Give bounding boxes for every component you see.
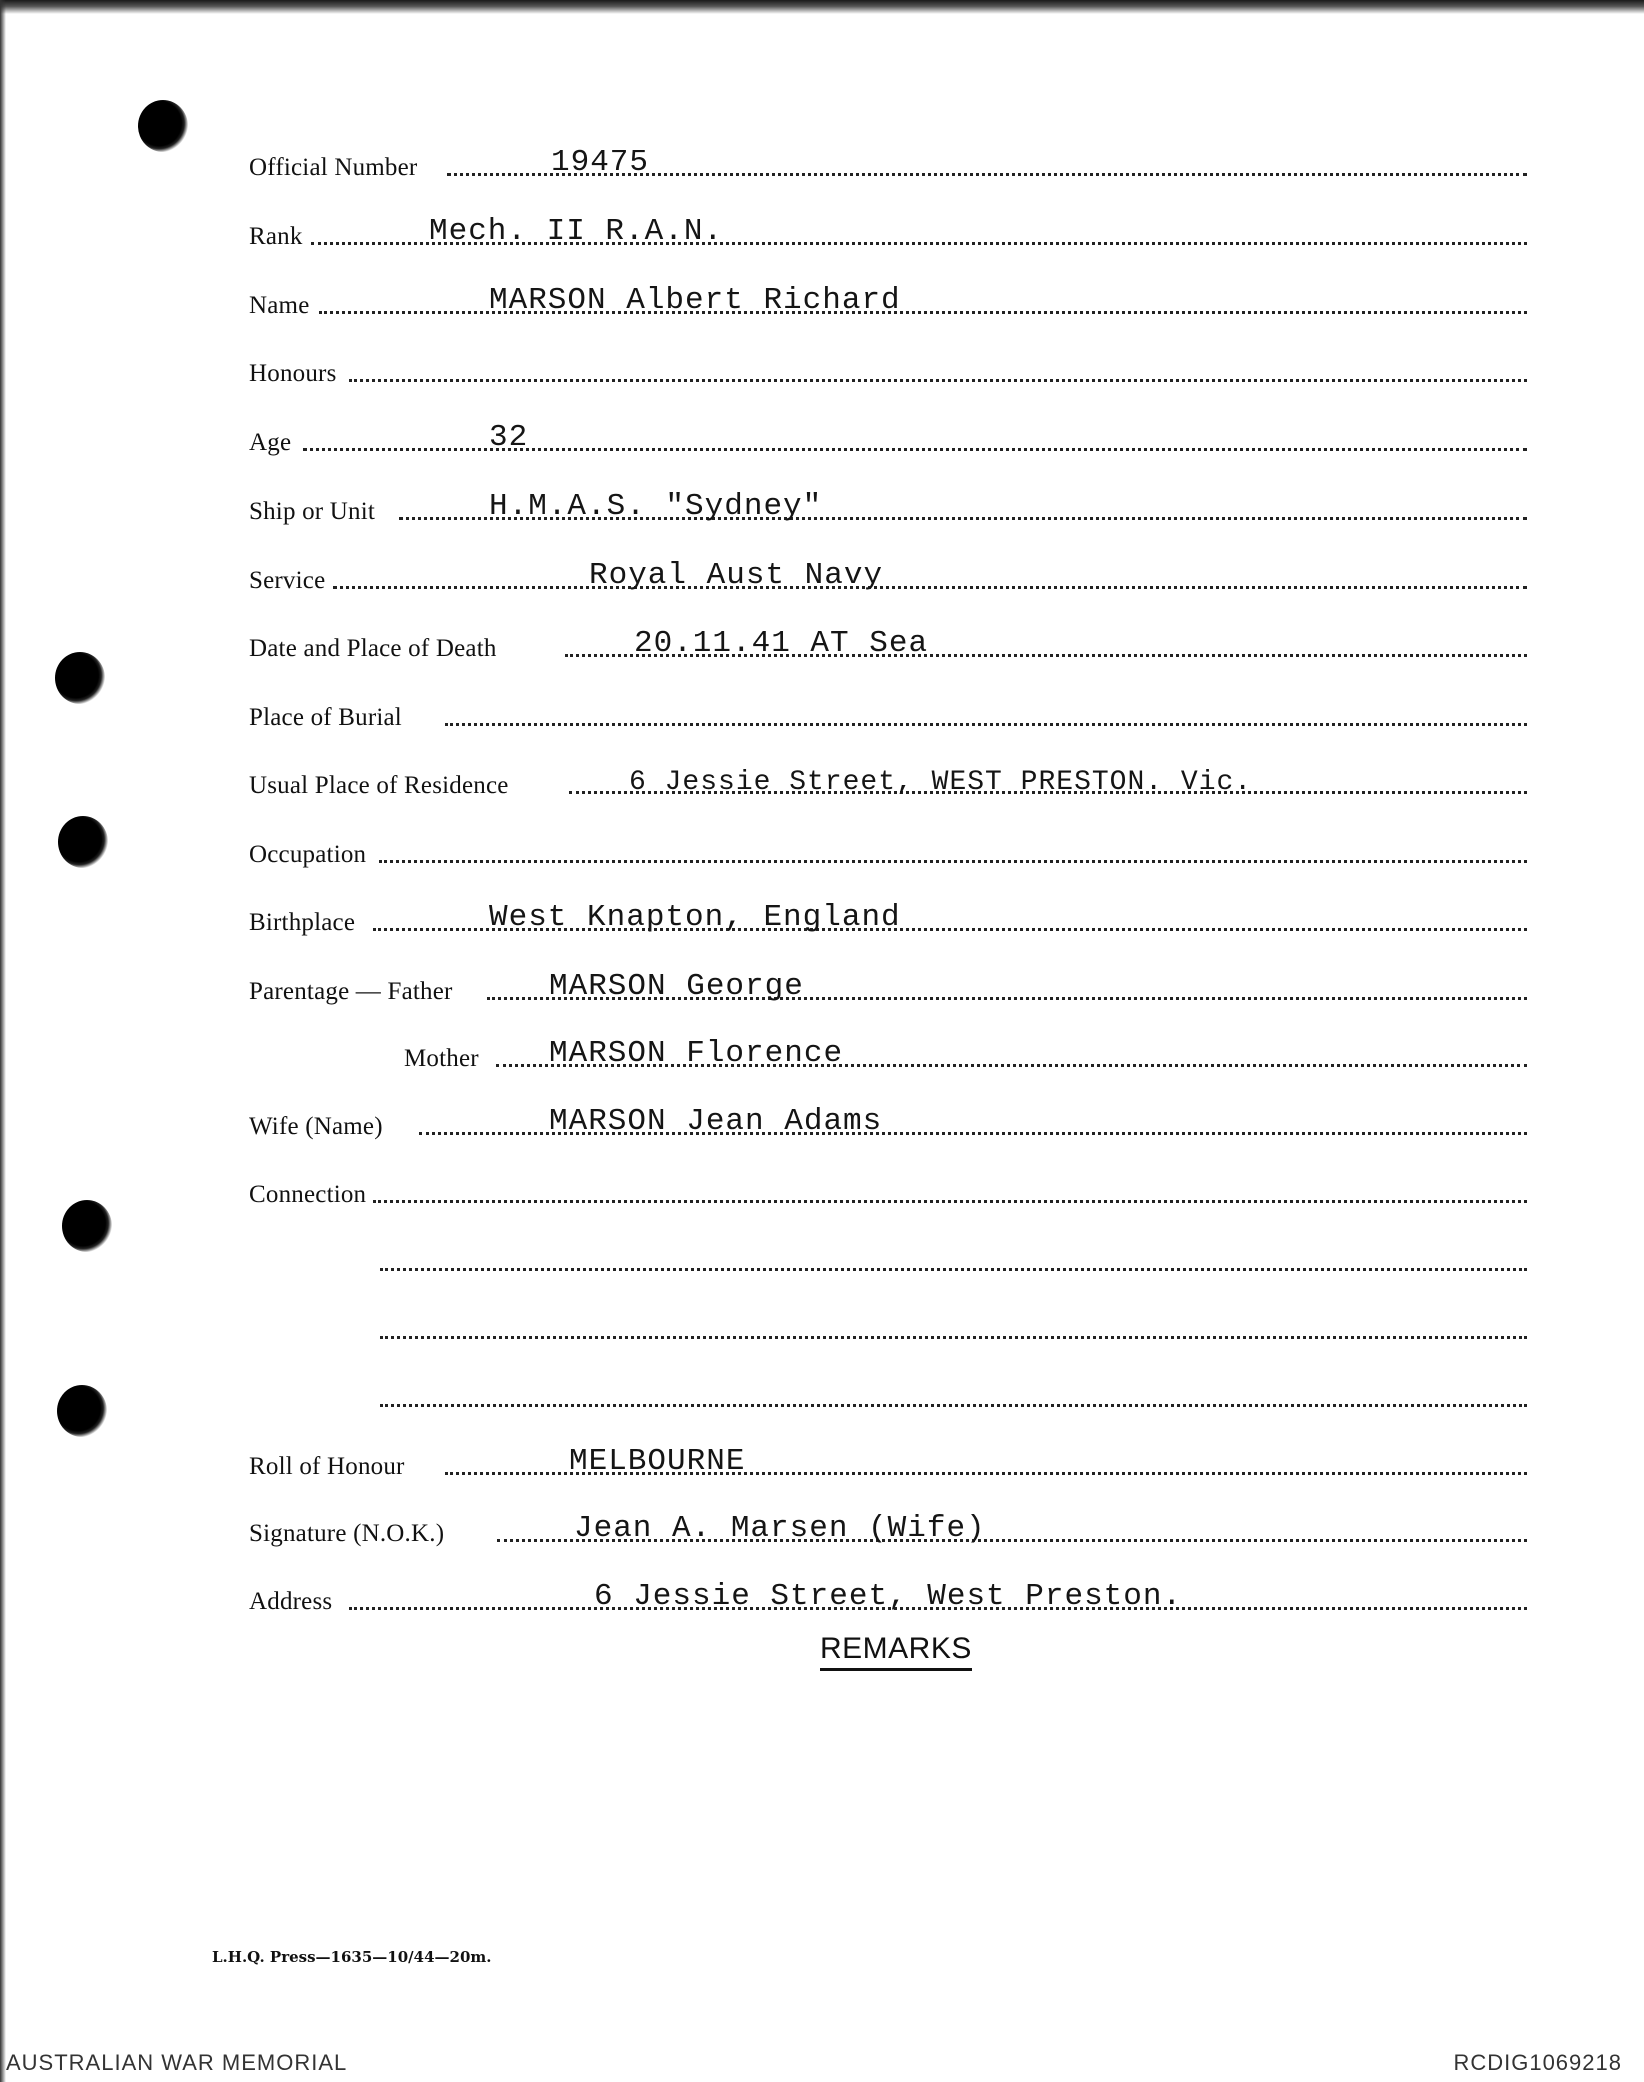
address-value: 6 Jessie Street, West Preston. [594, 1579, 1183, 1614]
usual-residence-label: Usual Place of Residence [249, 772, 509, 799]
fill-line [445, 723, 1527, 726]
mother-field [404, 1033, 1527, 1073]
father-field [249, 966, 1527, 1006]
fill-line [380, 1336, 1527, 1339]
fill-line [379, 860, 1527, 863]
date-place-death-field [249, 623, 1527, 663]
roll-of-honour-value: MELBOURNE [569, 1444, 746, 1479]
punch-hole-icon [138, 100, 188, 152]
honours-field [249, 348, 1527, 388]
mother-value: MARSON Florence [549, 1036, 844, 1071]
printer-line: L.H.Q. Press—1635—10/44—20m. [212, 1948, 492, 1966]
footer-id: RCDIG1069218 [1453, 2050, 1622, 2075]
date-place-death-value: 20.11.41 AT Sea [634, 626, 929, 661]
fill-line [380, 1404, 1527, 1407]
age-value: 32 [489, 420, 529, 455]
place-of-burial-field [249, 692, 1527, 732]
remarks-heading: REMARKS [820, 1632, 972, 1671]
wife-label: Wife (Name) [249, 1113, 383, 1140]
connection-field [249, 1169, 1527, 1209]
ship-or-unit-field [249, 486, 1527, 526]
signature-field [249, 1508, 1527, 1548]
mother-label: Mother [404, 1045, 479, 1072]
name-label: Name [249, 292, 310, 319]
age-label: Age [249, 429, 292, 456]
occupation-label: Occupation [249, 841, 367, 868]
punch-hole-icon [58, 816, 108, 868]
address-label: Address [249, 1588, 333, 1615]
wife-value: MARSON Jean Adams [549, 1104, 883, 1139]
official-number-field [249, 142, 1527, 182]
fill-line [333, 586, 1527, 589]
wife-field [249, 1101, 1527, 1141]
ship-or-unit-label: Ship or Unit [249, 498, 376, 525]
father-label: Parentage — Father [249, 978, 453, 1005]
rank-value: Mech. II R.A.N. [429, 214, 724, 249]
official-number-label: Official Number [249, 154, 418, 181]
connection-label: Connection [249, 1181, 367, 1208]
father-value: MARSON George [549, 969, 804, 1004]
place-of-burial-label: Place of Burial [249, 704, 402, 731]
rank-field [249, 211, 1527, 251]
usual-residence-field [249, 760, 1527, 800]
name-field [249, 280, 1527, 320]
footer-source: AUSTRALIAN WAR MEMORIAL [6, 2050, 348, 2075]
connection-extra-line [380, 1373, 1527, 1413]
date-place-death-label: Date and Place of Death [249, 635, 497, 662]
age-field [249, 417, 1527, 457]
service-value: Royal Aust Navy [589, 558, 884, 593]
scan-top-edge [0, 0, 1644, 14]
punch-hole-icon [55, 652, 105, 704]
birthplace-field [249, 897, 1527, 937]
rank-label: Rank [249, 223, 303, 250]
punch-hole-icon [57, 1385, 107, 1437]
honours-label: Honours [249, 360, 337, 387]
fill-line [303, 448, 1527, 451]
birthplace-value: West Knapton, England [489, 900, 901, 935]
signature-value: Jean A. Marsen (Wife) [574, 1511, 986, 1546]
punch-hole-icon [62, 1200, 112, 1252]
fill-line [380, 1268, 1527, 1271]
service-field [249, 555, 1527, 595]
name-value: MARSON Albert Richard [489, 283, 901, 318]
address-field [249, 1576, 1527, 1616]
official-number-value: 19475 [551, 145, 650, 180]
fill-line [349, 379, 1527, 382]
usual-residence-value: 6 Jessie Street, WEST PRESTON. Vic. [629, 767, 1253, 798]
occupation-field [249, 829, 1527, 869]
scan-left-edge [0, 0, 6, 2082]
service-label: Service [249, 567, 326, 594]
roll-of-honour-field [249, 1441, 1527, 1481]
fill-line [373, 1200, 1527, 1203]
birthplace-label: Birthplace [249, 909, 356, 936]
connection-extra-line [380, 1237, 1527, 1277]
signature-label: Signature (N.O.K.) [249, 1520, 445, 1547]
connection-extra-line [380, 1305, 1527, 1345]
ship-or-unit-value: H.M.A.S. "Sydney" [489, 489, 823, 524]
roll-of-honour-label: Roll of Honour [249, 1453, 405, 1480]
